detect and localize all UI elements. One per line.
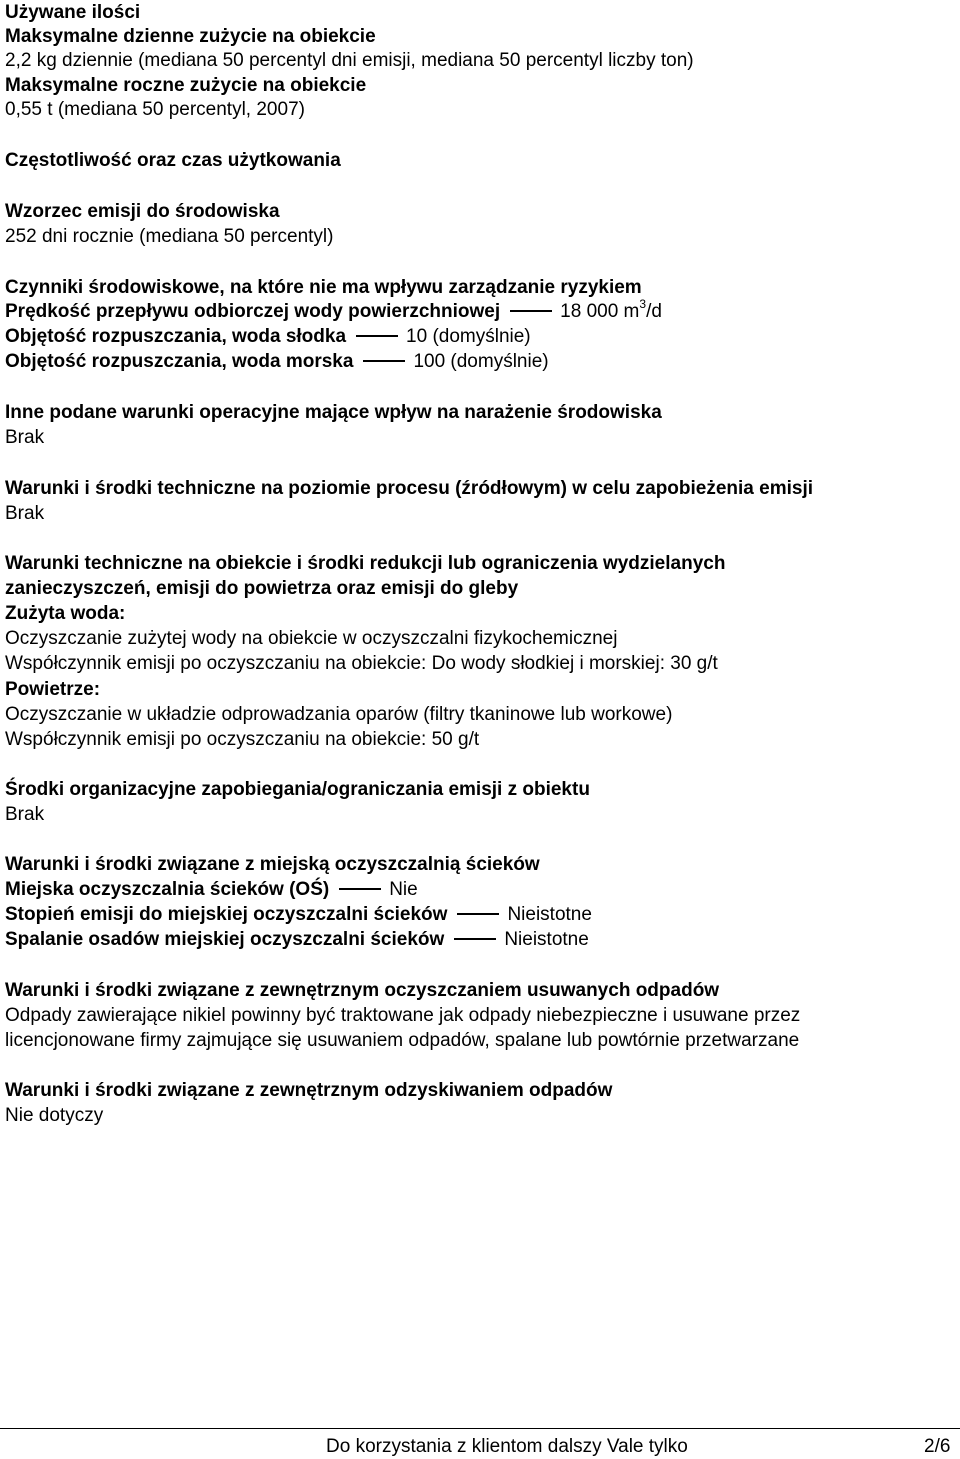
external-treatment-line2: licencjonowane firmy zajmujące się usuwaniem odpadów, spalane lub powtórnie przetwarzane — [5, 1030, 800, 1051]
flow-rate-unit: /d — [646, 301, 662, 322]
section-heading-emission-pattern: Wzorzec emisji do środowiska — [5, 201, 280, 222]
em-dash — [363, 360, 405, 362]
air-treatment: Oczyszczanie w układzie odprowadzania oparów (filtry tkaninowe lub workowe) — [5, 704, 673, 725]
stp-row — [5, 877, 418, 902]
degree-row — [5, 902, 592, 927]
flow-rate-value: 18 000 m — [560, 301, 640, 322]
flow-rate-label: Prędkość przepływu odbiorczej wody powierzchniowej — [5, 301, 501, 322]
organizational-value: Brak — [5, 804, 45, 825]
section-heading-external-recovery: Warunki i środki związane z zewnętrznym odzyskiwaniem odpadów — [5, 1080, 613, 1101]
external-treatment-line1: Odpady zawierające nikiel powinny być traktowane jak odpady niebezpieczne i usuwane przez — [5, 1005, 801, 1026]
other-conditions-value: Brak — [5, 427, 45, 448]
technical-process-value: Brak — [5, 503, 45, 524]
page-number: 2/6 — [924, 1436, 951, 1457]
dilution-fresh-value: 10 (domyślnie) — [406, 326, 531, 347]
dilution-sea-label: Objętość rozpuszczania, woda morska — [5, 351, 354, 372]
emission-pattern-value: 252 dni rocznie (mediana 50 percentyl) — [5, 226, 334, 247]
flow-rate-exponent: 3 — [639, 296, 647, 311]
section-heading-used-amounts: Używane ilości — [5, 2, 141, 23]
section-heading-technical-process: Warunki i środki techniczne na poziomie procesu (źródłowym) w celu zapobieżenia emisji — [5, 478, 814, 499]
sludge-value: Nieistotne — [504, 929, 589, 950]
section-heading-technical-site-line2: zanieczyszczeń, emisji do powietrza oraz emisji do gleby — [5, 578, 519, 599]
section-heading-external-treatment: Warunki i środki związane z zewnętrznym oczyszczaniem usuwanych odpadów — [5, 980, 720, 1001]
dilution-sea-value: 100 (domyślnie) — [413, 351, 549, 372]
em-dash — [454, 938, 496, 940]
max-annual-value: 0,55 t (mediana 50 percentyl, 2007) — [5, 99, 305, 120]
stp-value: Nie — [389, 879, 418, 900]
max-daily-label: Maksymalne dzienne zużycie na obiekcie — [5, 26, 376, 47]
em-dash — [510, 310, 552, 312]
section-heading-environmental-factors: Czynniki środowiskowe, na które nie ma wpływu zarządzanie ryzykiem — [5, 277, 642, 298]
footer-text: Do korzystania z klientom dalszy Vale tylko — [326, 1436, 688, 1457]
dilution-fresh-label: Objętość rozpuszczania, woda słodka — [5, 326, 347, 347]
water-emission-factor: Współczynnik emisji po oczyszczaniu na obiekcie: Do wody słodkiej i morskiej: 30 g/t — [5, 653, 718, 674]
air-label: Powietrze: — [5, 679, 101, 700]
degree-label: Stopień emisji do miejskiej oczyszczalni ścieków — [5, 904, 448, 925]
footer-rule — [0, 1428, 960, 1429]
water-treatment: Oczyszczanie zużytej wody na obiekcie w oczyszczalni fizykochemicznej — [5, 628, 618, 649]
dilution-fresh-row — [5, 324, 531, 349]
section-heading-municipal: Warunki i środki związane z miejską oczyszczalnią ścieków — [5, 854, 540, 875]
em-dash — [457, 913, 499, 915]
dilution-sea-row — [5, 349, 549, 374]
flow-rate-row — [5, 296, 662, 324]
section-heading-other-conditions: Inne podane warunki operacyjne mające wpływ na narażenie środowiska — [5, 402, 662, 423]
section-heading-frequency: Częstotliwość oraz czas użytkowania — [5, 150, 341, 171]
max-annual-label: Maksymalne roczne zużycie na obiekcie — [5, 75, 367, 96]
air-emission-factor: Współczynnik emisji po oczyszczaniu na obiekcie: 50 g/t — [5, 729, 480, 750]
sludge-row — [5, 927, 589, 952]
section-heading-organizational: Środki organizacyjne zapobiegania/ograniczania emisji z obiektu — [5, 779, 590, 800]
em-dash — [339, 888, 381, 890]
degree-value: Nieistotne — [507, 904, 592, 925]
em-dash — [356, 335, 398, 337]
section-heading-technical-site-line1: Warunki techniczne na obiekcie i środki redukcji lub ograniczenia wydzielanych — [5, 553, 726, 574]
sludge-label: Spalanie osadów miejskiej oczyszczalni ścieków — [5, 929, 445, 950]
stp-label: Miejska oczyszczalnia ścieków (OŚ) — [5, 879, 330, 900]
external-recovery-value: Nie dotyczy — [5, 1105, 104, 1126]
max-daily-value: 2,2 kg dziennie (mediana 50 percentyl dni emisji, mediana 50 percentyl liczby ton) — [5, 50, 694, 71]
water-label: Zużyta woda: — [5, 603, 126, 624]
